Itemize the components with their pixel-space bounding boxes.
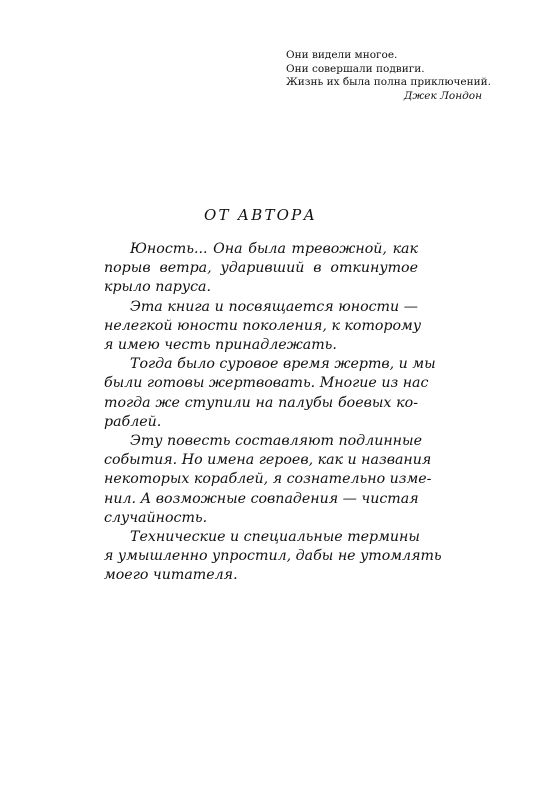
section-heading: ОТ АВТОРА [204,206,318,224]
text-line: я умышленно упростил, дабы не утомлять [104,548,442,565]
epigraph-line: Жизнь их была полна приключений. [286,76,491,88]
paragraph [104,298,422,356]
text-line: Юность... Она была тревожной, как [130,241,418,257]
text-line: нелегкой юности поколения, к которому [104,317,422,334]
author-foreword [104,240,442,586]
text-line: раблей. [104,413,162,430]
text-line: крыло паруса. [104,279,212,296]
text-line: Тогда было суровое время жертв, и мы [130,356,436,373]
text-line: моего читателя. [104,567,238,584]
paragraph [104,240,418,298]
paragraph [104,432,432,528]
text-line: Технические и специальные термины [130,529,420,546]
epigraph-author: Джек Лондон [403,89,482,102]
epigraph [286,49,496,103]
epigraph-line: Они совершали подвиги. [286,62,425,75]
text-line: я имею честь принадлежать. [104,337,337,354]
text-line: Эту повесть составляют подлинные [130,433,422,450]
epigraph-line: Они видели многое. [286,49,398,61]
text-line: нил. А возможные совпадения — чистая [104,490,419,507]
paragraph [104,528,442,586]
text-line: порыв ветра, ударивший в откинутое [104,260,418,277]
paragraph [104,355,436,432]
text-line: были готовы жертвовать. Многие из нас [104,375,429,392]
text-line: тогда же ступили на палубы боевых ко- [104,394,418,411]
text-line: случайность. [104,509,208,526]
text-line: события. Но имена героев, как и названия [104,452,432,469]
text-line: Эта книга и посвящается юности — [130,298,418,315]
text-line: некоторых кораблей, я сознательно изме- [104,471,432,488]
